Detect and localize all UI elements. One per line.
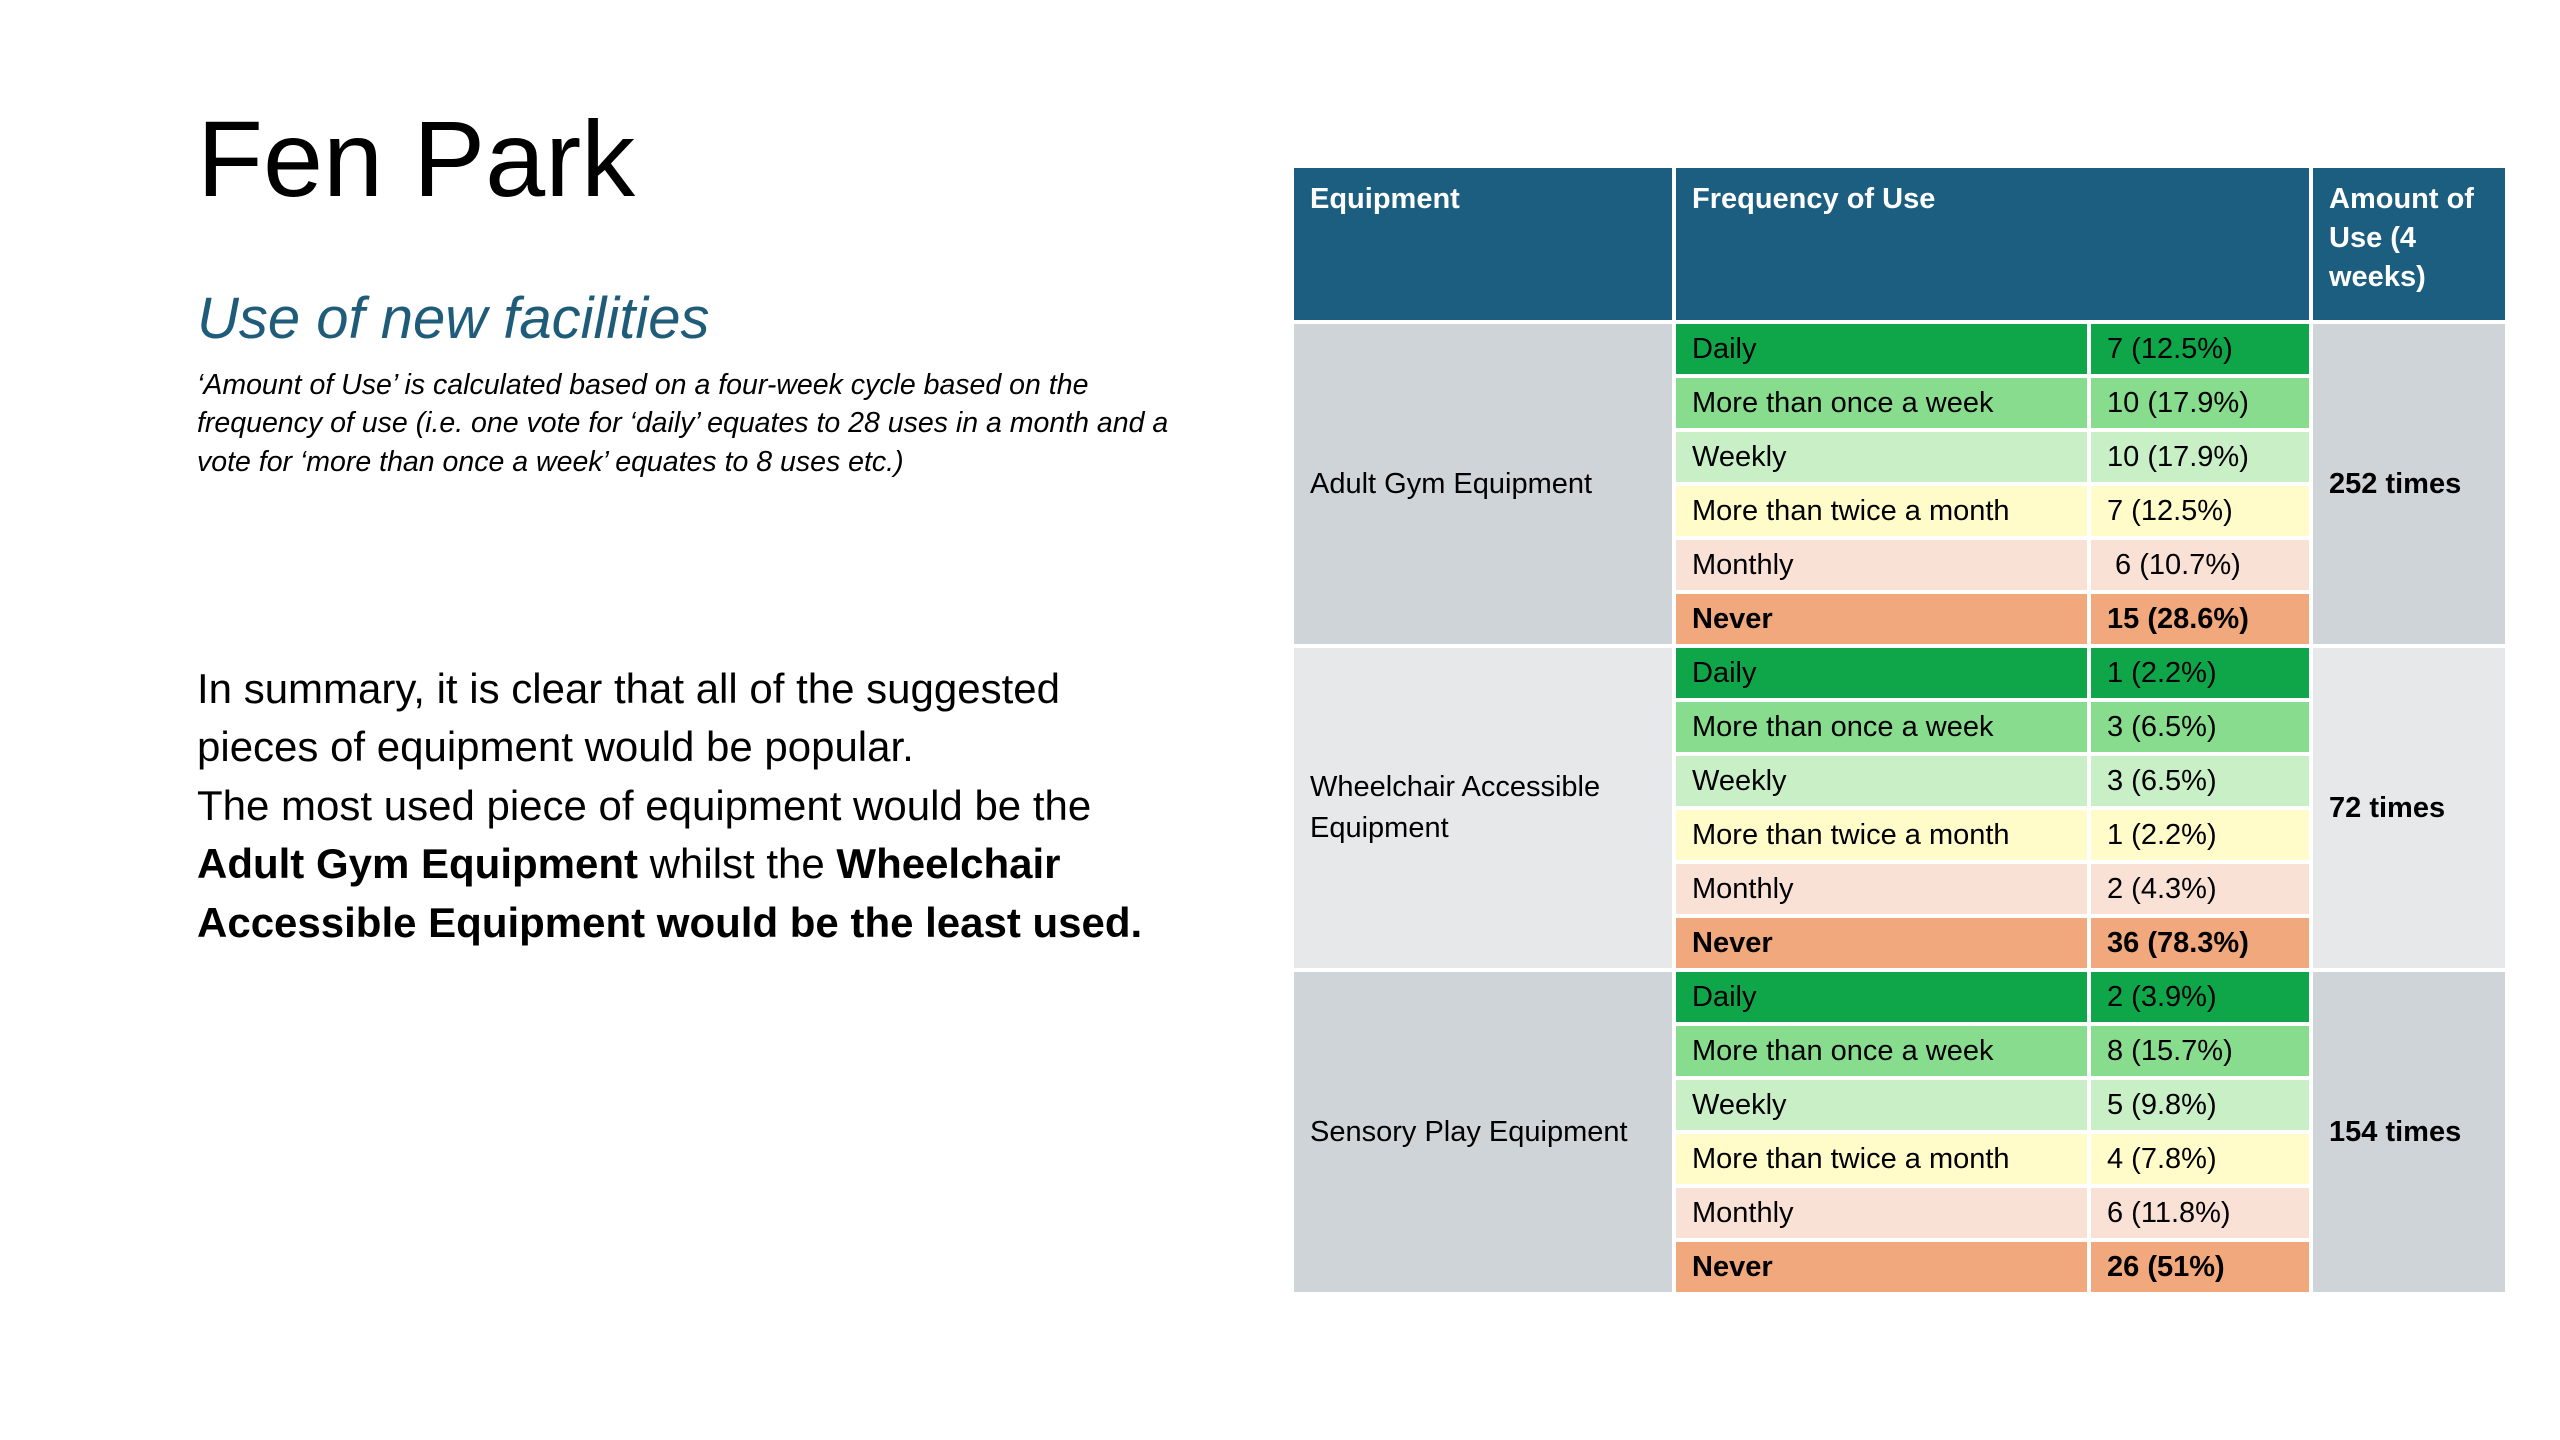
header-frequency: Frequency of Use [1674,166,2311,322]
frequency-label: More than twice a month [1674,484,2089,538]
frequency-label: Daily [1674,646,2089,700]
frequency-label: Monthly [1674,1186,2089,1240]
amount-of-use: 72 times [2311,646,2507,970]
frequency-label: Never [1674,1240,2089,1294]
frequency-label: Weekly [1674,754,2089,808]
frequency-count: 10 (17.9%) [2089,430,2311,484]
frequency-label: Never [1674,592,2089,646]
frequency-count: 5 (9.8%) [2089,1078,2311,1132]
frequency-label: More than once a week [1674,1024,2089,1078]
header-amount: Amount of Use (4 weeks) [2311,166,2507,322]
table-row [1292,322,2507,376]
amount-of-use: 252 times [2311,322,2507,646]
frequency-count: 7 (12.5%) [2089,484,2311,538]
frequency-label: Monthly [1674,538,2089,592]
frequency-count: 15 (28.6%) [2089,592,2311,646]
frequency-count: 1 (2.2%) [2089,808,2311,862]
frequency-label: More than twice a month [1674,808,2089,862]
frequency-count: 7 (12.5%) [2089,322,2311,376]
summary-line-1: In summary, it is clear that all of the suggested pieces of equipment would be popular. [197,665,1060,771]
table-row [1292,646,2507,700]
frequency-label: Monthly [1674,862,2089,916]
frequency-label: Never [1674,916,2089,970]
frequency-count: 10 (17.9%) [2089,376,2311,430]
frequency-count: 4 (7.8%) [2089,1132,2311,1186]
frequency-label: Daily [1674,322,2089,376]
usage-table [1290,164,2509,1296]
table-header-row [1292,166,2507,322]
amount-of-use: 154 times [2311,970,2507,1294]
frequency-label: Weekly [1674,1078,2089,1132]
calculation-note: ‘Amount of Use’ is calculated based on a four-week cycle based on the frequency of use (i.e. one vote for ‘daily’ equates to 28 uses in a month and a vote for ‘more than once a week’ equates to 8 uses etc.) [197,369,1169,478]
table-row [1292,970,2507,1024]
page-title: Fen Park [197,98,636,219]
frequency-label: More than twice a month [1674,1132,2089,1186]
summary-most-used: Adult Gym Equipment [197,840,638,888]
frequency-label: Daily [1674,970,2089,1024]
frequency-count: 6 (10.7%) [2089,538,2311,592]
summary-least-used: Wheelchair Accessible Equipment would be the least used. [197,840,1143,946]
header-equipment: Equipment [1292,166,1674,322]
frequency-count: 3 (6.5%) [2089,700,2311,754]
frequency-count: 2 (4.3%) [2089,862,2311,916]
frequency-count: 8 (15.7%) [2089,1024,2311,1078]
summary-line-2-mid: whilst the [638,840,837,888]
frequency-count: 2 (3.9%) [2089,970,2311,1024]
section-subtitle: Use of new facilities [197,286,710,351]
frequency-label: More than once a week [1674,376,2089,430]
equipment-name: Adult Gym Equipment [1292,322,1674,646]
frequency-count: 1 (2.2%) [2089,646,2311,700]
summary-line-2 [197,777,1157,952]
summary-text [197,660,1157,952]
frequency-count: 36 (78.3%) [2089,916,2311,970]
equipment-name: Wheelchair Accessible Equipment [1292,646,1674,970]
frequency-label: Weekly [1674,430,2089,484]
summary-line-2-pre: The most used piece of equipment would be the [197,781,1092,829]
frequency-count: 6 (11.8%) [2089,1186,2311,1240]
frequency-count: 26 (51%) [2089,1240,2311,1294]
equipment-name: Sensory Play Equipment [1292,970,1674,1294]
frequency-label: More than once a week [1674,700,2089,754]
frequency-count: 3 (6.5%) [2089,754,2311,808]
